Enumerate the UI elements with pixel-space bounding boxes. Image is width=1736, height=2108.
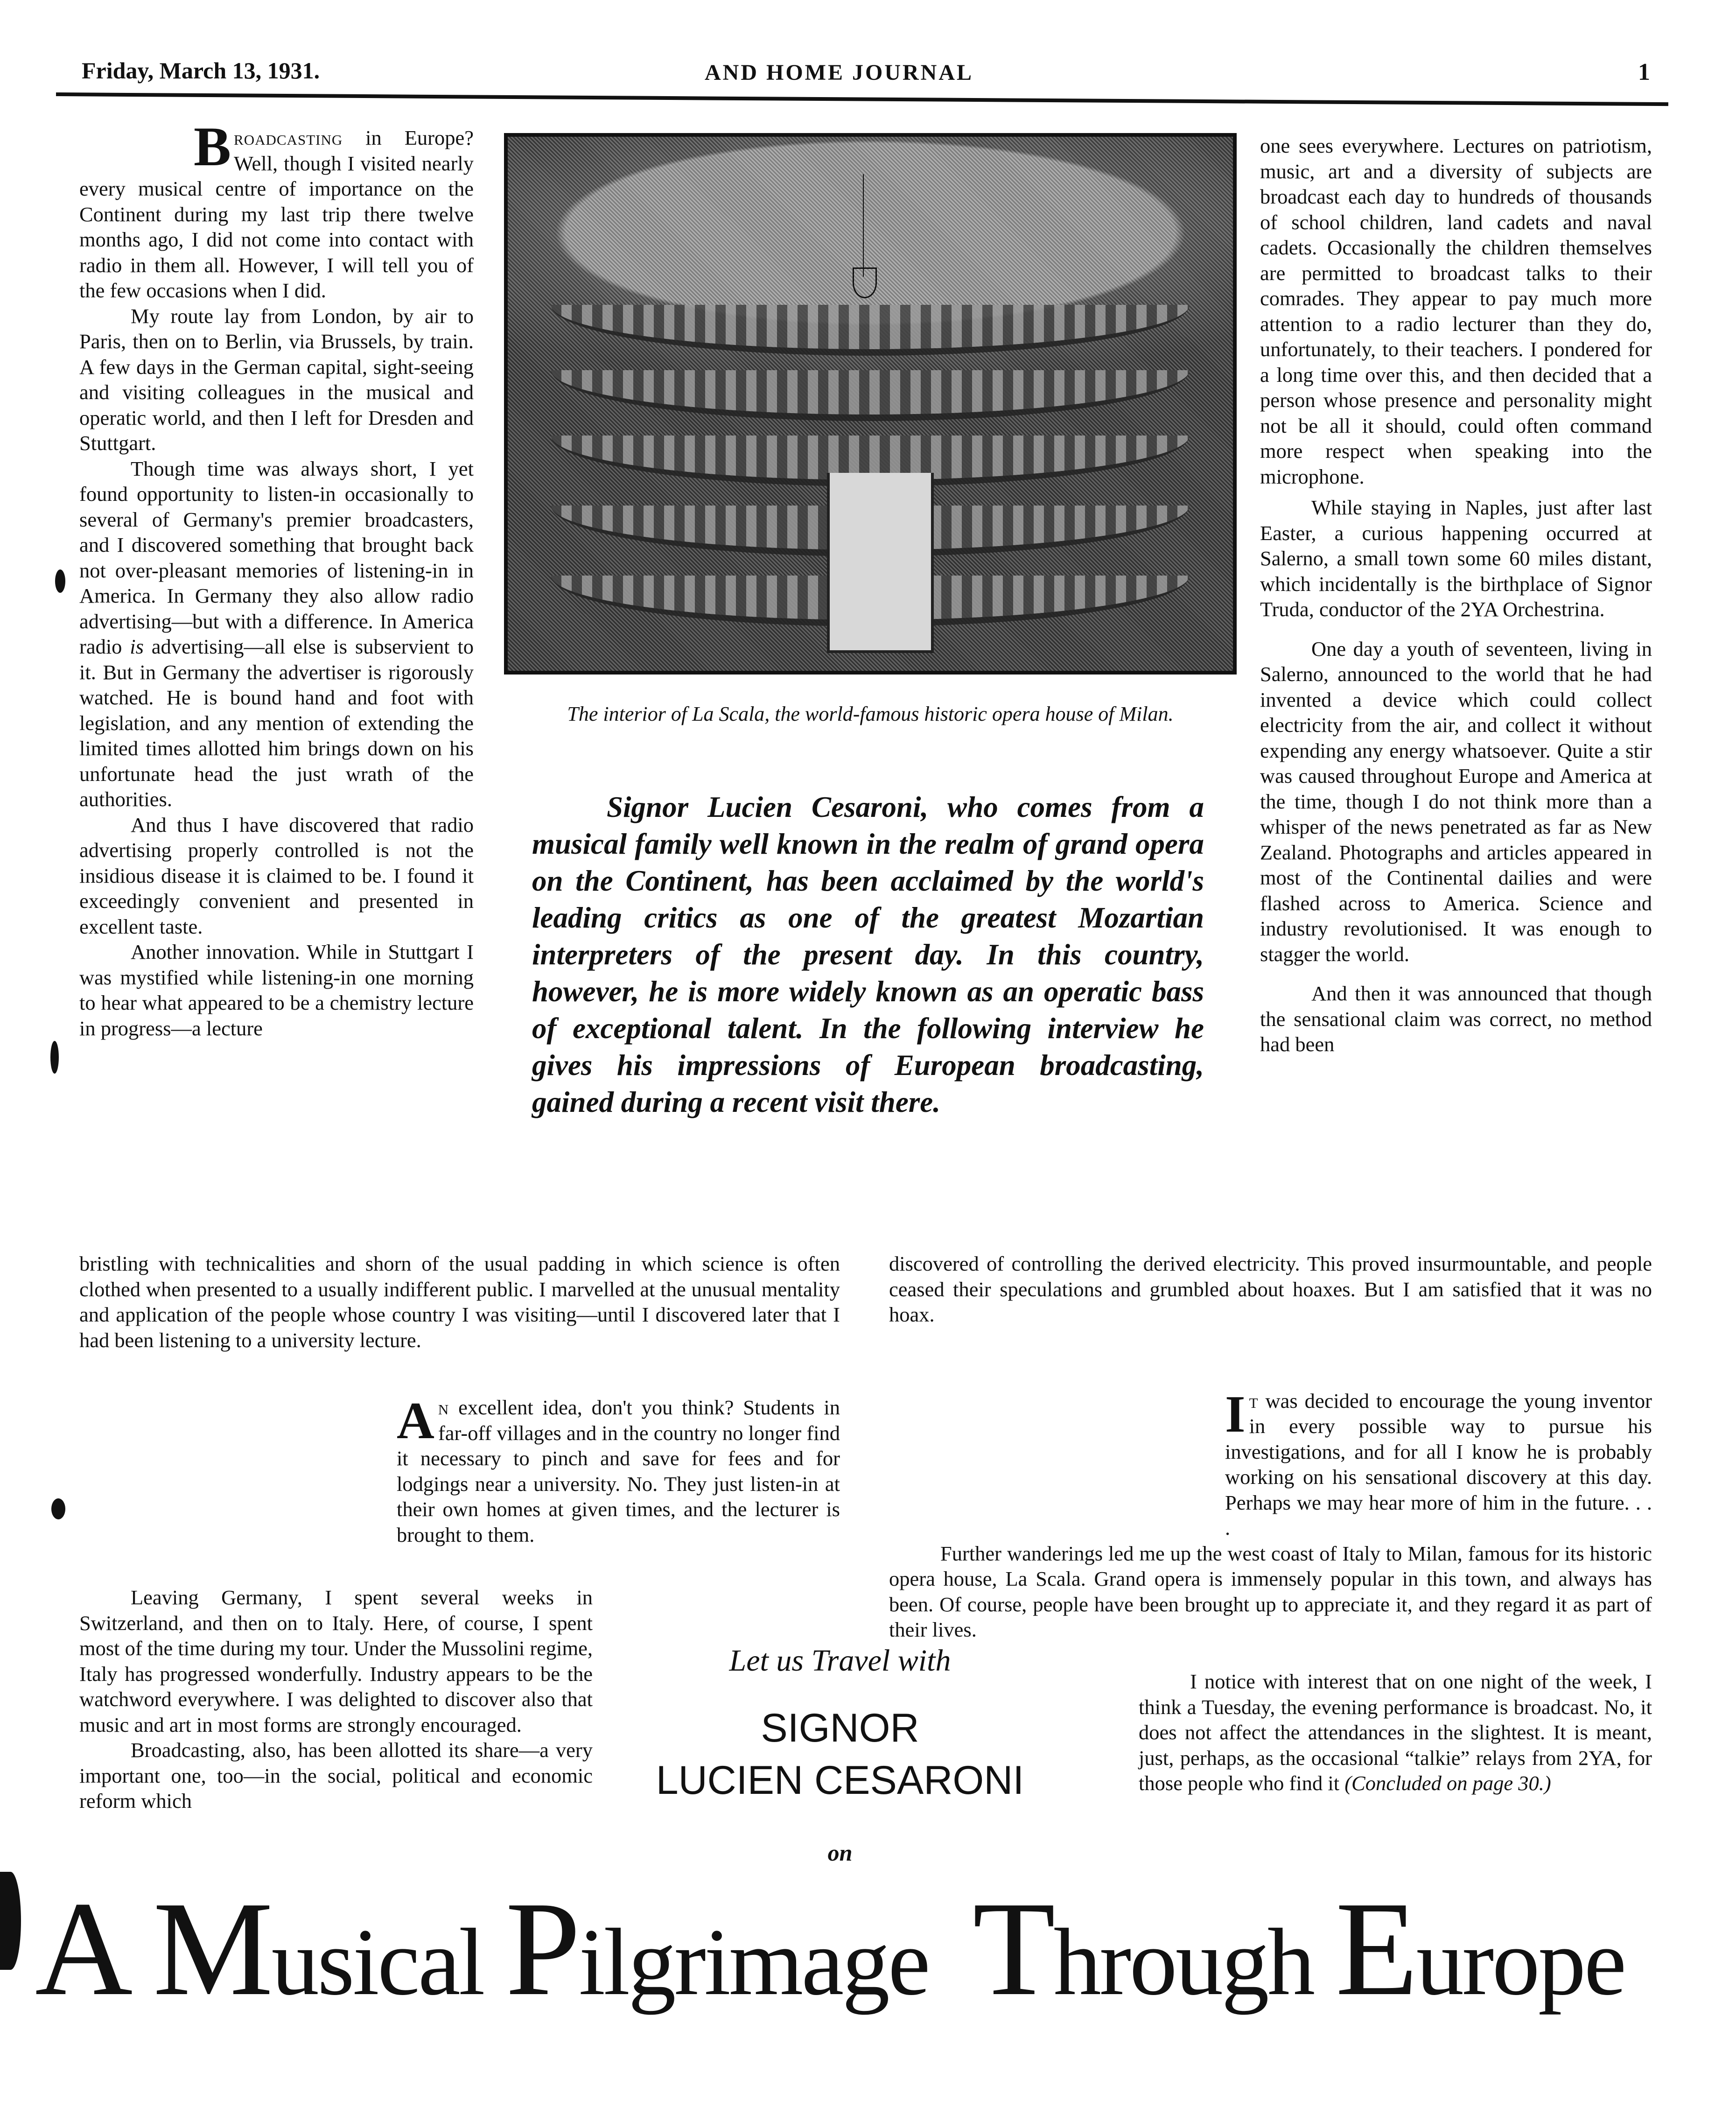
drop-cap: A <box>397 1392 434 1450</box>
article-lower-right <box>1139 1669 1652 1796</box>
drop-cap: I <box>1225 1385 1246 1443</box>
paragraph: discovered of controlling the derived electricity. This proved insurmountable, and people ceased their speculations and grumbled about hoaxes. But I am satisfied that it was no hoax. <box>889 1252 1652 1326</box>
paragraph: While staying in Naples, just after last Easter, a curious happening occurred at Salerno, a small town some 60 miles distant, which incidentally is the birthplace of Signor Truda, conductor of the 2YA Orchestrina. <box>1260 496 1652 621</box>
header-rule <box>56 92 1668 106</box>
ink-smudge <box>55 569 65 593</box>
article-column-right <box>1260 133 1652 1057</box>
article-lower-left <box>79 1585 593 1814</box>
paragraph: I notice with interest that on one night of the week, I think a Tuesday, the evening performance is broadcast. No, it does not affect the attendances in the slightest. It is meant, just, perhaps, as the occasional “talkie” relays from 2YA, for those people who find it (Concluded on page 30.) <box>1139 1670 1652 1795</box>
drop-cap: B <box>194 115 231 177</box>
la-scala-photo <box>504 133 1237 675</box>
paragraph: An excellent idea, don't you think? Students in far-off villages and in the country no longer find it necessary to pinch and save for fees and for lodgings near a university. No. They just listen-in at their own homes at given times, and the lecturer is brought to them. <box>397 1392 840 1546</box>
opening-words: roadcasting <box>234 126 343 149</box>
opera-tier <box>551 305 1190 356</box>
article-wide-left <box>79 1251 840 1547</box>
paragraph: bristling with technicalities and shorn of the usual padding in which science is often clothed when presented to a usually indifferent public. I marvelled at the unusual mentality and application of the people whose country I was visiting—until I discovered later that I had been listening to a university lecture. <box>79 1252 840 1352</box>
paragraph: one sees everywhere. Lectures on patriotism, music, art and a diversity of subjects are broadcast each day to hundreds of thousands of school children, land cadets and naval cadets. Occasionally the children themselves are permitted to broadcast talks to their comrades. They appear to pay much more attention to a radio lecturer than they do, unfortunately, to their teachers. I pondered for a long time over this, and then decided that a person whose presence and personality might not be all it should, could often command more respect when speaking into the microphone. <box>1260 134 1652 488</box>
photo-caption: The interior of La Scala, the world-famous historic opera house of Milan. <box>567 703 1174 725</box>
paragraph: Leaving Germany, I spent several weeks in Switzerland, and then on to Italy. Here, of course, I spent most of the time during my tour. Under the Mussolini regime, Italy has progressed wonderfully. Industry appears to be the watchword everywhere. I was delighted to discover also that music and art in most forms are strongly encouraged. <box>79 1586 593 1736</box>
paragraph: Broadcasting, also, has been allotted its share—a very important one, too—in the social, political and economic reform which <box>79 1738 593 1813</box>
paragraph: Further wanderings led me up the west coast of Italy to Milan, famous for its historic opera house, La Scala. Grand opera is immensely popular in this town, and always has been. Of course, people have been brought up to appreciate it, and they regard it as part of their lives. <box>889 1541 1652 1641</box>
ink-smudge <box>0 1872 21 1970</box>
issue-date: Friday, March 13, 1931. <box>82 57 320 84</box>
paragraph: Though time was always short, I yet found opportunity to listen-in occasionally to several of Germany's premier broadcasters, and I discovered something that brought back not over-pleasant memories of listening-in in America. In Germany they also allow radio advertising—but with a difference. In America radio is advertising—all else is subservient to it. But in Germany the advertiser is rigorously watched. He is bound hand and foot with legislation, and any mention of extending the limited times allotted him brings down on his unfortunate head the just wrath of the authorities. <box>79 457 474 811</box>
ink-smudge <box>50 1041 59 1074</box>
paragraph: Broadcasting in Europe? Well, though I visited nearly every musical centre of importance on the Continent during my last trip there twelve months ago, I did not come into contact with radio in them all. However, I will tell you of the few occasions when I did. <box>79 115 474 302</box>
chandelier-icon <box>863 174 864 277</box>
promo-name-line2: LUCIEN CESARONI <box>656 1758 1024 1803</box>
article-wide-right <box>889 1251 1652 1643</box>
article-column-left <box>79 115 474 1041</box>
continued-link[interactable]: (Concluded on page 30.) <box>1344 1771 1551 1795</box>
page-number: 1 <box>1638 59 1650 85</box>
promo-on: on <box>827 1840 853 1866</box>
paragraph: And then it was announced that though the sensational claim was correct, no method had been <box>1260 982 1652 1056</box>
intro-standfirst: Signor Lucien Cesaroni, who comes from a musical family well known in the realm of grand opera on the Continent, has been acclaimed by the world's leading critics as one of the greatest Mozartian interpreters of the present day. In this country, however, he is more widely known as an operatic bass of exceptional talent. In the following interview he gives his impressions of European broadcasting, gained during a recent visit there. <box>532 791 1204 1118</box>
paragraph: One day a youth of seventeen, living in Salerno, announced to the world that he had invented a device which could collect electricity from the air, and collect it without expending any energy whatsoever. Quite a stir was caused throughout Europe and America at the time, though I do not think more than a whisper of the news penetrated as far as New Zealand. Photographs and articles appeared in most of the Continental dailies and were flashed across to America. Science and industry revolutionised. It was enough to stagger the world. <box>1260 637 1652 966</box>
paragraph: And thus I have discovered that radio advertising properly controlled is not the insidious disease it is claimed to be. I found it exceedingly convenient and presented in excellent taste. <box>79 813 474 938</box>
promo-name-line1: SIGNOR <box>761 1706 919 1750</box>
paragraph: It was decided to encourage the young inventor in every possible way to pursue his investigations, and for all I know he is probably working on his sensational discovery at this day. Perhaps we may hear more of him in the future. . . . <box>1225 1385 1652 1539</box>
promo-block <box>593 1643 1087 1866</box>
paragraph: My route lay from London, by air to Paris, then on to Berlin, via Brussels, by train. A few days in the German capital, sight-seeing and visiting colleagues in the musical and operatic world, and then I left for Dresden and Stuttgart. <box>79 304 474 455</box>
royal-box <box>827 473 934 653</box>
publication-name: AND HOME JOURNAL <box>705 60 973 85</box>
opera-tier <box>551 370 1190 421</box>
article-headline: A Musical Pilgrimage Through Europe <box>35 1874 1625 2024</box>
paragraph: Another innovation. While in Stuttgart I was mystified while listening-in one morning to hear what appeared to be a chemistry lecture in progress—a lecture <box>79 940 474 1040</box>
ink-smudge <box>51 1498 65 1519</box>
promo-lead: Let us Travel with <box>729 1644 951 1678</box>
